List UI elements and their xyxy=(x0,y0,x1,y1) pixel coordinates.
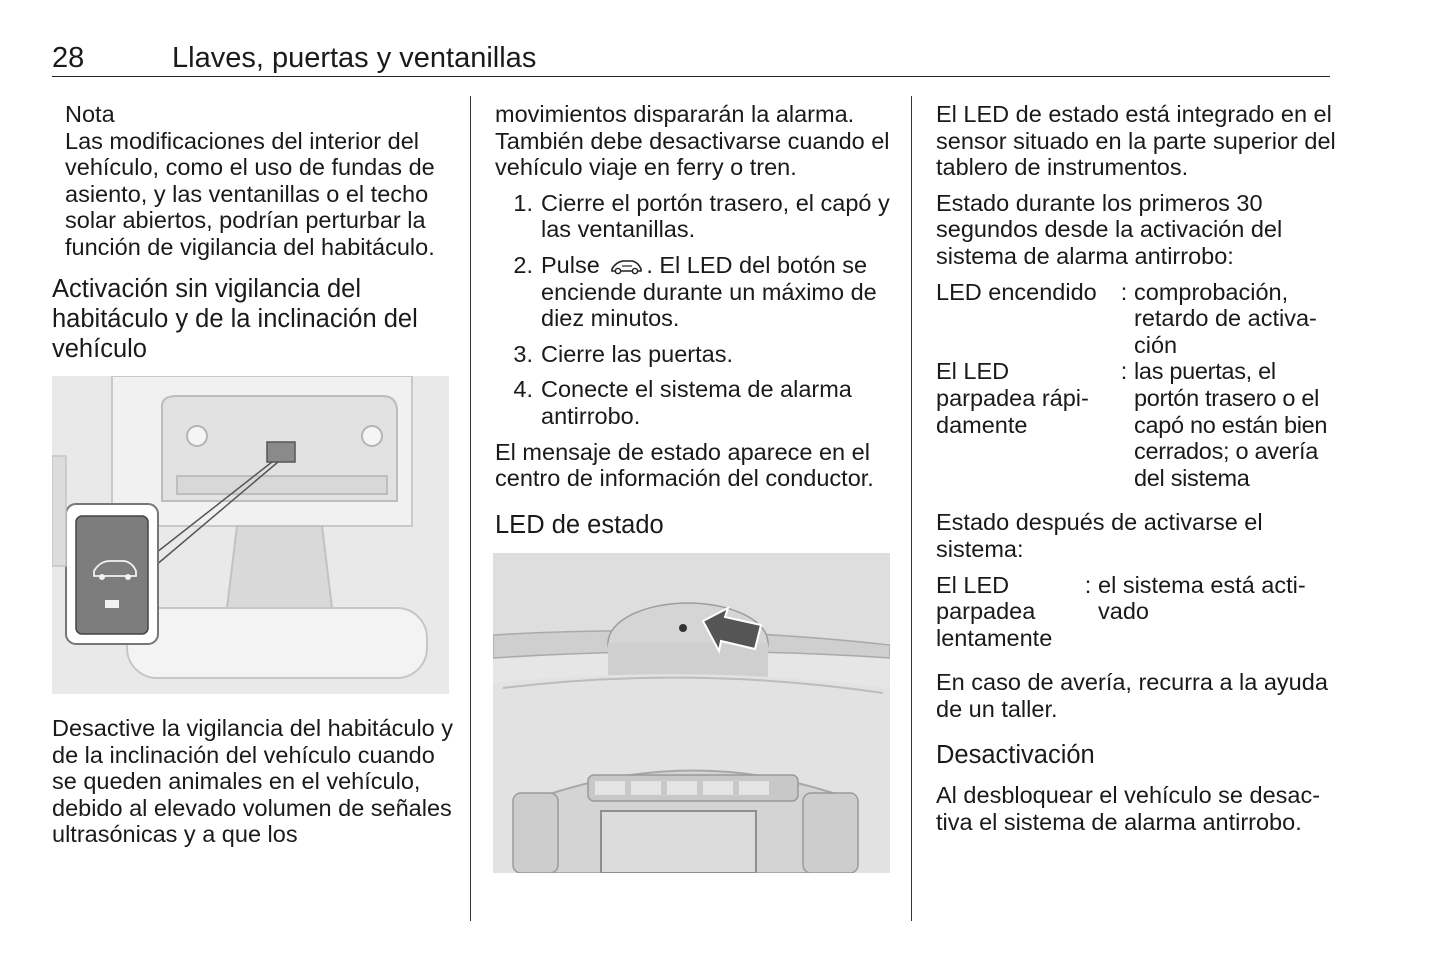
list-item xyxy=(495,190,895,243)
note-block xyxy=(65,101,460,261)
table-separator: : xyxy=(1084,571,1092,598)
section-title: Llaves, puertas y ventanillas xyxy=(172,42,537,74)
car-tilt-icon xyxy=(608,257,644,275)
list-item-text: Cierre el portón trasero, el capó y las ventanillas. xyxy=(541,189,890,243)
list-item-text: Cierre las puertas. xyxy=(541,340,733,367)
column-divider xyxy=(470,96,471,921)
table-key: El LED parpadea rápidamente xyxy=(936,358,1089,438)
fault-text: En caso de avería, recurra a la ayuda de un taller. xyxy=(936,669,1328,722)
figure-interior-button xyxy=(52,376,449,694)
status-first-30s-text: Estado durante los primeros 30 segundos desde la activación del sistema de alarma antirrobo: xyxy=(936,189,1283,269)
table-key: LED encendido xyxy=(936,278,1097,305)
column-3 xyxy=(936,101,1336,836)
body-text-animals: Desactive la vigilancia del habitáculo y de la inclinación del vehículo cuando se queden animales en el vehículo, debido al elevado volumen de señales ultrasónicas y a que los xyxy=(52,715,454,848)
table-value: comprobación, retardo de activación xyxy=(1134,278,1317,358)
led-location-text: El LED de estado está integrado en el sensor situado en la parte superior del tablero de instrumentos. xyxy=(936,101,1336,181)
heading-deactivation: Desactivación xyxy=(936,741,1095,770)
note-label: Nota xyxy=(65,101,115,127)
status-table-2 xyxy=(936,572,1336,652)
list-item xyxy=(495,252,895,332)
table-separator: : xyxy=(1120,358,1128,385)
list-item-number: 1. xyxy=(513,189,533,216)
list-item-text: Pulse xyxy=(541,251,600,278)
intro-text: movimientos dispararán la alarma. También debe desactivarse cuando el vehículo viaje en ferry o tren. xyxy=(495,101,890,181)
status-message-text: El mensaje de estado aparece en el centro de información del conductor. xyxy=(495,438,874,492)
list-item-number: 4. xyxy=(513,376,533,403)
status-table-1 xyxy=(936,279,1336,492)
list-item-text: Conecte el sistema de alarma antirrobo. xyxy=(541,376,852,429)
table-value: el sistema está activado xyxy=(1098,571,1306,625)
table-separator: : xyxy=(1120,278,1128,305)
deactivation-text: Al desbloquear el vehículo se desactiva el sistema de alarma antirrobo. xyxy=(936,782,1321,836)
list-item-number: 3. xyxy=(513,340,533,367)
note-text: Las modificaciones del interior del vehículo, como el uso de fundas de asiento, y las ventanillas o el techo solar abiertos, podrían perturbar la función de vigilancia del habitáculo. xyxy=(65,127,435,260)
heading-led-status: LED de estado xyxy=(495,510,664,539)
figure-dashboard-led xyxy=(493,553,890,873)
column-divider xyxy=(911,96,912,921)
page-number: 28 xyxy=(52,42,85,74)
page-header xyxy=(52,40,1330,77)
list-item-text: . El LED del botón se enciende durante un máximo de diez minutos. xyxy=(541,251,877,332)
status-after-activation-text: Estado después de activarse el sistema: xyxy=(936,509,1263,562)
column-2 xyxy=(495,101,895,540)
heading-activation: Activación sin vigilancia del habitáculo y de la inclinación del vehículo xyxy=(52,275,418,363)
list-item-number: 2. xyxy=(513,251,533,278)
list-item xyxy=(495,376,895,429)
list-item xyxy=(495,341,895,368)
table-key: El LED parpadea lentamente xyxy=(936,571,1053,651)
table-value: las puertas, el portón trasero o el capó no están bien cerrados; o avería del sistema xyxy=(1134,358,1328,491)
